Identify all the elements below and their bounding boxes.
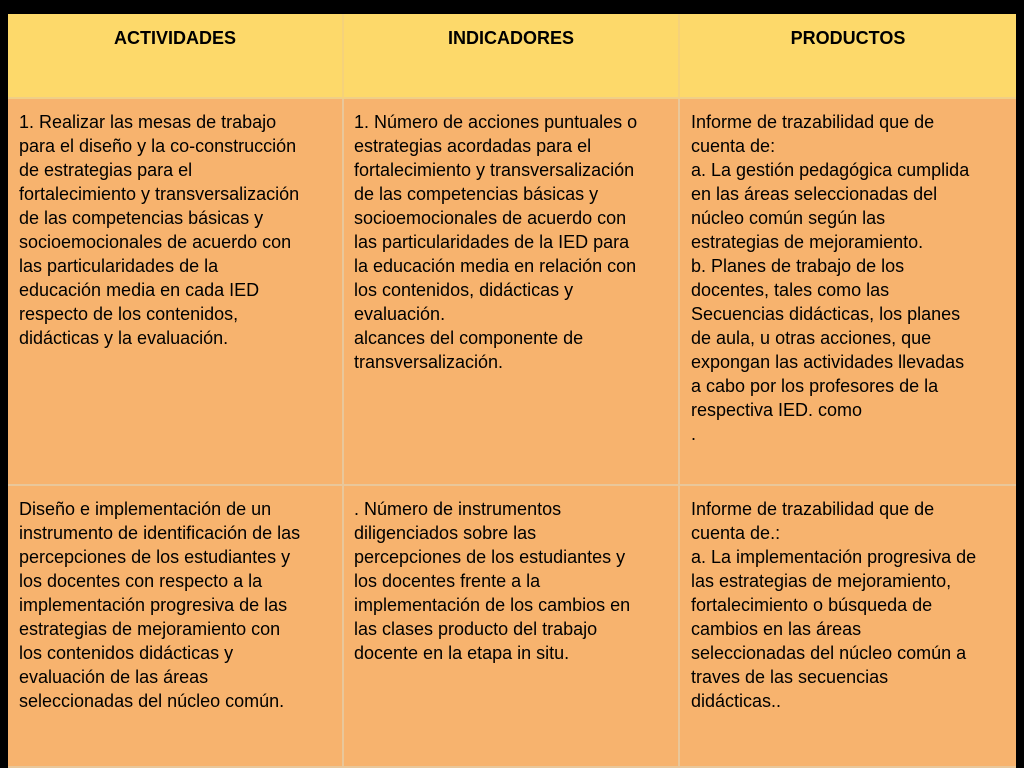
activities-table [8, 14, 1016, 768]
row2-indicadores-cell: . Número de instrumentos diligenciados sobre las percepciones de los estudiantes y los docentes frente a la implementación de los cambios en las clases producto del trabajo docente en la etapa in situ. [344, 486, 680, 768]
row2-productos-cell: Informe de trazabilidad que de cuenta de.: a. La implementación progresiva de las estrategias de mejoramiento, fortalecimiento o búsqueda de cambios en las áreas seleccionadas del núcleo común a traves de las secuencias didácticas.. [680, 486, 1016, 768]
row1-actividades-cell: 1. Realizar las mesas de trabajo para el diseño y la co-construcción de estrategias para el fortalecimiento y transversalización de las competencias básicas y socioemocionales de acuerdo con las particularidades de la educación media en cada IED respecto de los contenidos, didácticas y la evaluación. [8, 99, 344, 486]
row2-actividades-cell: Diseño e implementación de un instrumento de identificación de las percepciones de los estudiantes y los docentes con respecto a la implementación progresiva de las estrategias de mejoramiento con los contenidos didácticas y evaluación de las áreas seleccionadas del núcleo común. [8, 486, 344, 768]
row1-productos-cell: Informe de trazabilidad que de cuenta de: a. La gestión pedagógica cumplida en las áreas seleccionadas del núcleo común según las estrategias de mejoramiento. b. Planes de trabajo de los docentes, tales como las Secuencias didácticas, los planes de aula, u otras acciones, que expongan las actividades llevadas a cabo por los profesores de la respectiva IED. como . [680, 99, 1016, 486]
header-actividades: ACTIVIDADES [8, 14, 344, 99]
row1-indicadores-cell: 1. Número de acciones puntuales o estrategias acordadas para el fortalecimiento y transversalización de las competencias básicas y socioemocionales de acuerdo con las particularidades de la IED para la educación media en relación con los contenidos, didácticas y evaluación. alcances del componente de transversalización. [344, 99, 680, 486]
header-productos: PRODUCTOS [680, 14, 1016, 99]
header-indicadores: INDICADORES [344, 14, 680, 99]
